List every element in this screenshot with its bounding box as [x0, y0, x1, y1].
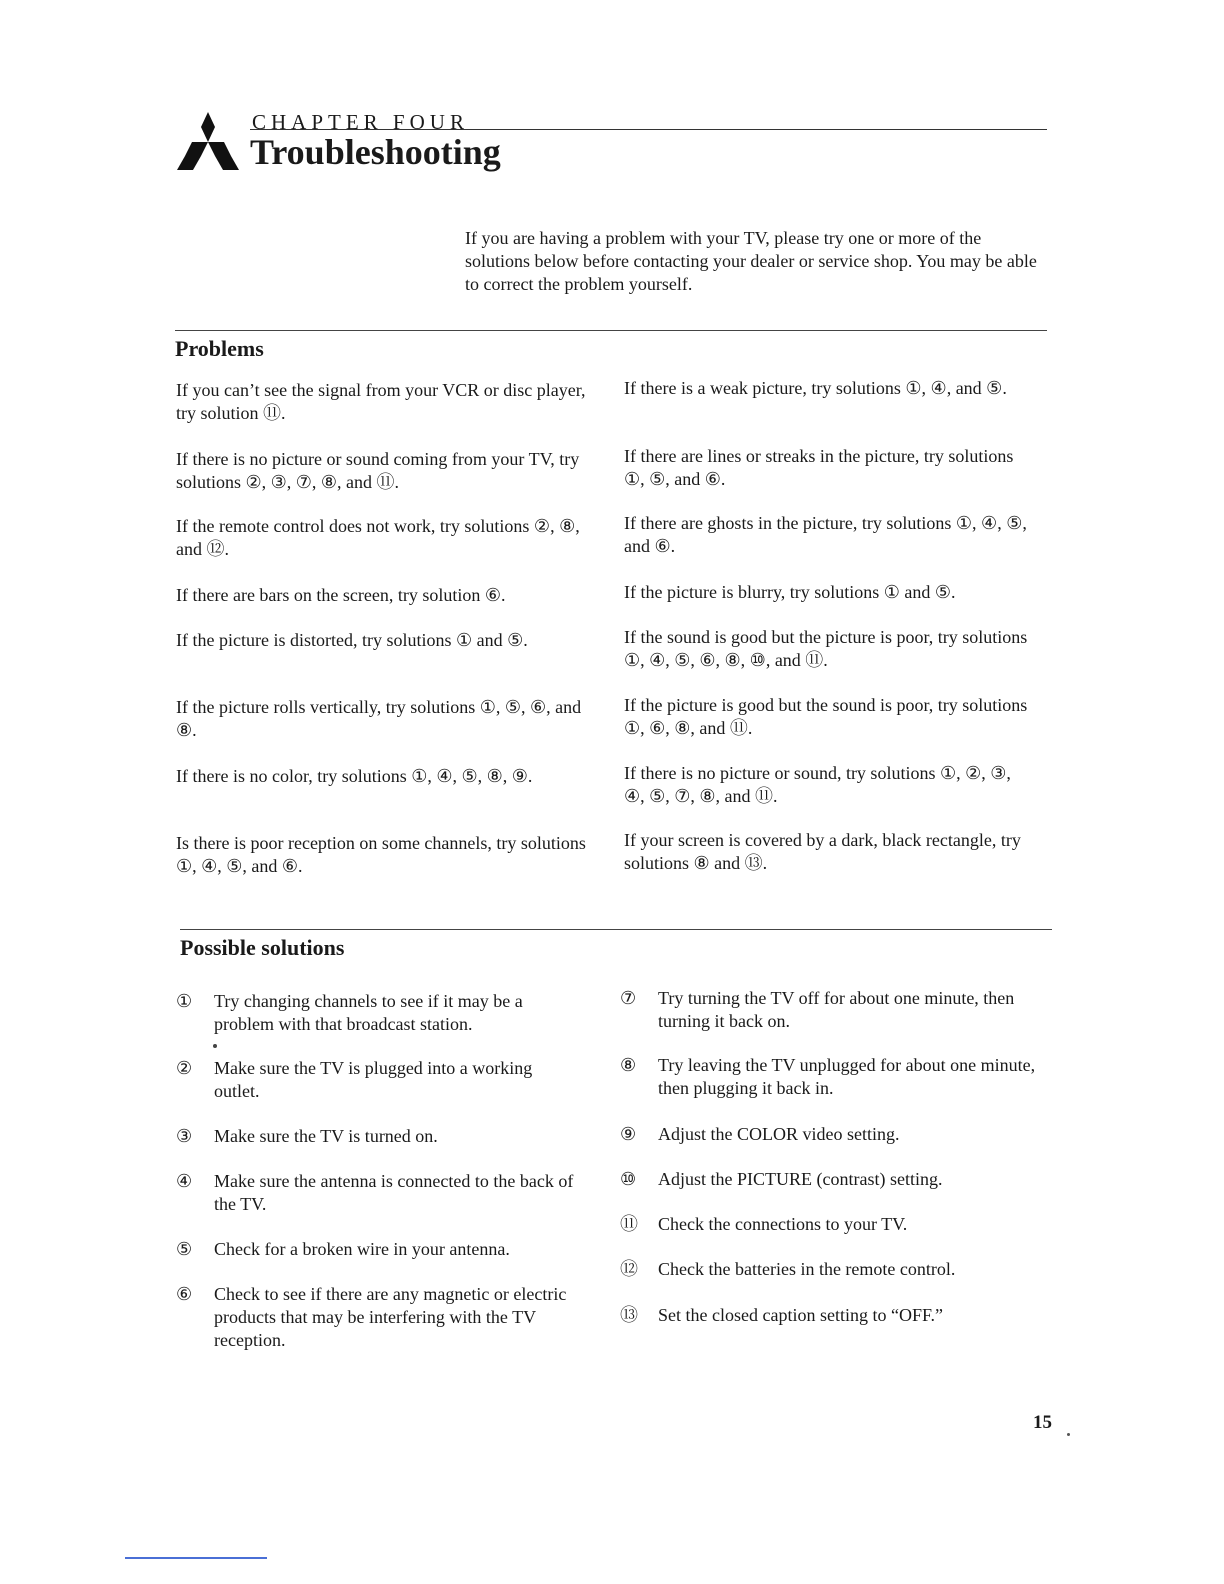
- solution-number: ⑤: [176, 1239, 193, 1259]
- solution-item: [620, 987, 1040, 1033]
- solution-number: ①: [176, 991, 193, 1011]
- solution-text: Check for a broken wire in your antenna.: [214, 1239, 510, 1259]
- scan-edge-line: [125, 1557, 267, 1559]
- problem-item: If the picture rolls vertically, try solutions ①, ⑤, ⑥, and ⑧.: [176, 697, 582, 740]
- solution-number: ⑪: [620, 1214, 638, 1234]
- problems-heading: Problems: [175, 336, 264, 361]
- solution-text: Adjust the PICTURE (contrast) setting.: [658, 1169, 943, 1189]
- solution-number: ⑩: [620, 1169, 637, 1189]
- solution-item: [176, 990, 576, 1036]
- solution-number: ⑨: [620, 1124, 637, 1144]
- solution-item: [176, 1170, 576, 1216]
- solution-item: [620, 1123, 1040, 1146]
- problem-item: If there is a weak picture, try solutions ①, ④, and ⑤.: [624, 378, 1007, 398]
- problem-item: If there are lines or streaks in the picture, try solutions ①, ⑤, and ⑥.: [624, 446, 1014, 489]
- problem-item: If there is no picture or sound, try solutions ①, ②, ③, ④, ⑤, ⑦, ⑧, and ⑪.: [624, 763, 1011, 806]
- solution-item: [620, 1054, 1040, 1100]
- solution-number: ⑦: [620, 988, 637, 1008]
- solution-text: Set the closed caption setting to “OFF.”: [658, 1305, 944, 1325]
- scan-speck: [213, 1044, 217, 1048]
- problem-item: If the sound is good but the picture is poor, try solutions ①, ④, ⑤, ⑥, ⑧, ⑩, and ⑪.: [624, 627, 1028, 670]
- solution-item: [620, 1258, 1040, 1281]
- problem-item: If there are bars on the screen, try solution ⑥.: [176, 585, 506, 605]
- problem-item: If the picture is blurry, try solutions ① and ⑤.: [624, 582, 956, 602]
- solution-item: [176, 1283, 576, 1352]
- solution-item: [620, 1304, 1040, 1327]
- solution-number: ④: [176, 1171, 193, 1191]
- problem-item: If your screen is covered by a dark, black rectangle, try solutions ⑧ and ⑬.: [624, 830, 1021, 873]
- solution-number: ⑧: [620, 1055, 637, 1075]
- solution-text: Adjust the COLOR video setting.: [658, 1124, 900, 1144]
- solution-text: Make sure the TV is turned on.: [214, 1126, 438, 1146]
- solution-item: [620, 1213, 1040, 1236]
- solution-text: Check to see if there are any magnetic or electric products that may be interfering with the TV reception.: [214, 1284, 567, 1350]
- solutions-divider: [180, 929, 1052, 930]
- solution-text: Make sure the antenna is connected to the back of the TV.: [214, 1171, 574, 1214]
- solution-text: Check the batteries in the remote control.: [658, 1259, 956, 1279]
- problem-item: If the remote control does not work, try solutions ②, ⑧, and ⑫.: [176, 516, 580, 559]
- solution-text: Try leaving the TV unplugged for about one minute, then plugging it back in.: [658, 1055, 1036, 1098]
- problem-item: If there is no color, try solutions ①, ④, ⑤, ⑧, ⑨.: [176, 766, 533, 786]
- problems-divider: [175, 330, 1047, 331]
- solution-number: ②: [176, 1058, 193, 1078]
- solution-number: ③: [176, 1126, 193, 1146]
- solution-number: ⑥: [176, 1284, 193, 1304]
- solution-item: [176, 1125, 576, 1148]
- problem-item: If you can’t see the signal from your VCR or disc player, try solution ⑪.: [176, 380, 586, 423]
- three-diamond-logo-icon: [175, 112, 241, 170]
- page-number: 15: [1033, 1412, 1052, 1433]
- problem-item: If there is no picture or sound coming from your TV, try solutions ②, ③, ⑦, ⑧, and ⑪.: [176, 449, 580, 492]
- solution-item: [176, 1238, 576, 1261]
- solution-item: [620, 1168, 1040, 1191]
- intro-paragraph: If you are having a problem with your TV, please try one or more of the solutions below before contacting your dealer or service shop. You may be able to correct the problem yourself.: [465, 228, 1037, 294]
- scan-speck: [1067, 1433, 1070, 1436]
- problem-item: If there are ghosts in the picture, try solutions ①, ④, ⑤, and ⑥.: [624, 513, 1027, 556]
- solution-text: Try changing channels to see if it may be a problem with that broadcast station.: [214, 991, 523, 1034]
- page-title: Troubleshooting: [250, 132, 501, 172]
- solutions-heading: Possible solutions: [180, 935, 345, 960]
- solution-number: ⑫: [620, 1259, 638, 1279]
- chapter-label: CHAPTER FOUR: [252, 110, 469, 134]
- solution-text: Check the connections to your TV.: [658, 1214, 908, 1234]
- solution-item: [176, 1057, 576, 1103]
- solution-text: Make sure the TV is plugged into a working outlet.: [214, 1058, 533, 1101]
- solution-number: ⑬: [620, 1305, 638, 1325]
- problem-item: If the picture is distorted, try solutions ① and ⑤.: [176, 630, 528, 650]
- solution-text: Try turning the TV off for about one minute, then turning it back on.: [658, 988, 1015, 1031]
- problem-item: If the picture is good but the sound is poor, try solutions ①, ⑥, ⑧, and ⑪.: [624, 695, 1028, 738]
- problem-item: Is there is poor reception on some channels, try solutions ①, ④, ⑤, and ⑥.: [176, 833, 586, 876]
